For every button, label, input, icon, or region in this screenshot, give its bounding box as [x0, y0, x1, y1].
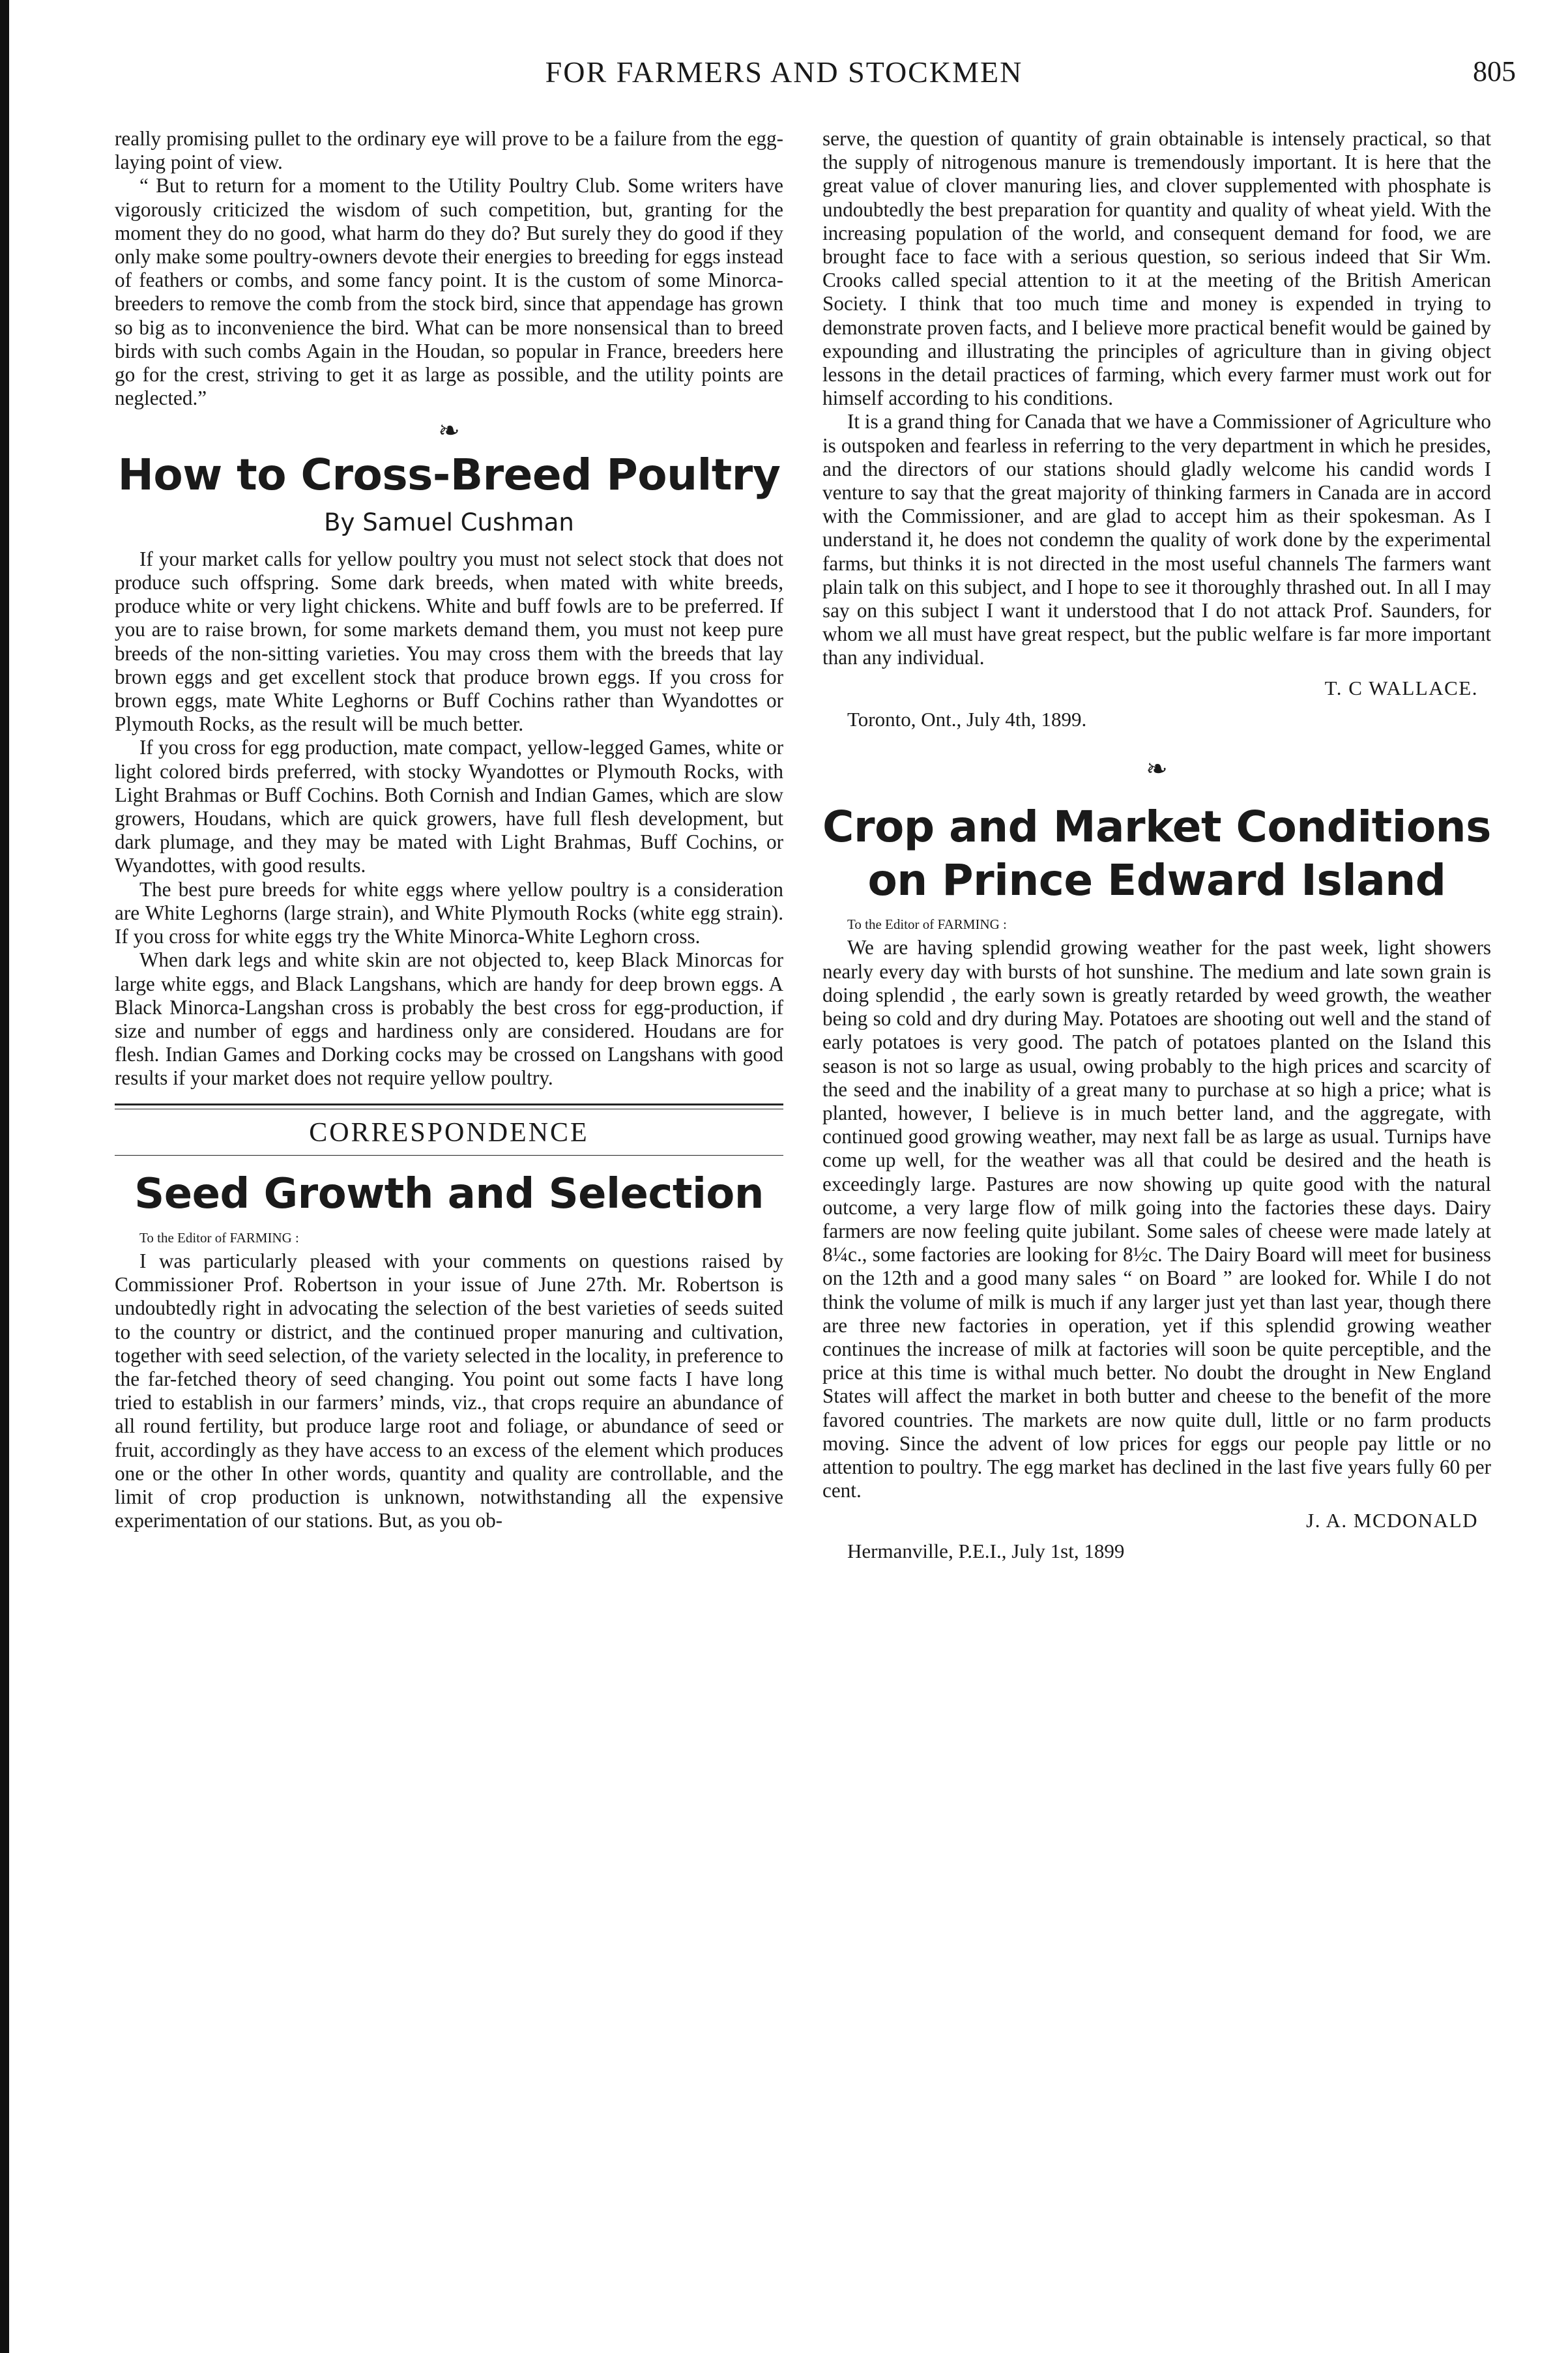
section-label: CORRESPONDENCE [309, 1117, 589, 1148]
continued-paragraph: It is a grand thing for Canada that we have a Commissioner of Agriculture who is outspoken and fearless in referring to the very department in which he presides, and the directors of our stations should gladly welcome his candid words I venture to say that the great majority of thinking farmers in Canada are in accord with the Commissioner, and are glad to accept him as their spokesman. As I understand it, he does not condemn the quality of work done by the experimental farms, but thinks it is not directed in the most useful channels The farmers want plain talk on this subject, and I hope to see it thoroughly thrashed out. In all I may say on this subject I want it understood that I do not attack Prof. Saunders, for whom we all must have great respect, but the public welfare is far more important than any individual. [822, 410, 1491, 669]
article-paragraph: If you cross for egg production, mate compact, yellow-legged Games, white or light colored birds preferred, with stocky Wyandottes or Plymouth Rocks, with Light Brahmas or Buff Cochins. Both Cornish and Indian Games, which are slow growers, Houdans, which are quick growers, have full flesh development, but dark plumage, and they may be mated with Light Brahmas, Buff Cochins, or Wyandottes, with good results. [115, 736, 783, 877]
intro-paragraph: “ But to return for a moment to the Utility Poultry Club. Some writers have vigorously criticized the wisdom of such competition, but, granting for the moment they do no good, what harm do they do? But surely they do good if they only make some poultry-owners devote their energies to breeding for eggs instead of feathers or combs, and some fancy point. It is the custom of some Minorca-breeders to remove the comb from the stock bird, since that appendage has grown so big as to inconvenience the bird. What can be more nonsensical than to breed birds with such combs Again in the Houdan, so popular in France, breeders here go for the crest, striving to get it as large as possible, and the utility points are neglected.” [115, 174, 783, 410]
article-paragraph: I was particularly pleased with your comments on questions raised by Commissioner Prof. Robertson in your issue of June 27th. Mr. Robertson is undoubtedly right in advocating the selection of the best varieties of seeds suited to the country or district, and the continued proper manuring and cultivation, together with seed selection, of the variety selected in the locality, in preference to the far-fetched theory of seed changing. You point out some facts I have long tried to establish in our farmers’ minds, viz., that crops require an abundance of all round fertility, but produce large root and foliage, or abundance of seed or fruit, accordingly as they have access to an excess of the element which produces one or the other In other words, quantity and quality are controllable, and the limit of crop production is unknown, notwithstanding all the expensive experimentation of our stations. But, as you ob- [115, 1249, 783, 1532]
article-title-cross-breed: How to Cross-Breed Poultry [117, 449, 781, 500]
signature: T. C WALLACE. [1324, 676, 1478, 699]
article-title-crop-market: Crop and Market Conditions on Prince Edward Island [822, 802, 1491, 906]
dateline: Hermanville, P.E.I., July 1st, 1899 [847, 1539, 1125, 1562]
section-underline [115, 1155, 783, 1156]
intro-paragraph: really promising pullet to the ordinary eye will prove to be a failure from the egg-laying point of view. [115, 127, 783, 174]
page-binding-edge [0, 0, 9, 2353]
article-paragraph: The best pure breeds for white eggs where yellow poultry is a consideration are White Leghorns (large strain), and White Plymouth Rocks (white egg strain). If you cross for white eggs try the White Minorca-White Leghorn cross. [115, 877, 783, 948]
section-divider [115, 1103, 783, 1109]
right-column [822, 127, 1491, 1563]
page-number: 805 [1473, 55, 1516, 87]
article-title-seed-growth: Seed Growth and Selection [134, 1169, 764, 1218]
to-editor-line: To the Editor of FARMING : [139, 1229, 299, 1246]
article-paragraph: When dark legs and white skin are not objected to, keep Black Minorcas for large white eggs, and Black Langshans, which are handy for deep brown eggs. A Black Minorca-Langshan cross is probably the best cross for egg-production, if size and number of eggs and hardiness only are considered. Houdans are for flesh. Indian Games and Dorking cocks may be crossed on Langshans with good results if your market does not require yellow poultry. [115, 948, 783, 1090]
running-head: FOR FARMERS AND STOCKMEN [545, 55, 1023, 89]
article-paragraph: We are having splendid growing weather for the past week, light showers nearly every day with bursts of hot sunshine. The medium and late sown grain is doing splendid , the early sown is greatly retarded by weed growth, the weather being so cold and dry during May. Potatoes are shooting out well and the stand of early potatoes is very good. The patch of potatoes planted on the Island this season is not so large as usual, owing probably to the high prices and scarcity of the seed and the inability of a great many to purchase at so high a price; what is planted, however, I believe is in much better land, and the aggregate, with continued good growing weather, may next fall be as large as usual. Turnips have come up well, for the weather was all that could be desired and the heath is exceedingly large. Pastures are now showing up quite good with the natural outcome, a very large flow of milk going into the factories these days. Dairy farmers are now feeling quite jubilant. Some sales of cheese were made lately at 8¼c., some factories are looking for 8½c. The Dairy Board will meet for business on the 12th and a good many sales “ on Board ” are looked for. While I do not think the volume of milk is much if any larger just yet than last year, though there are three new factories in operation, yet if this splendid growing weather continues the increase of milk at factories will soon be quite perceptible, and the price at this time is withal much better. No doubt the drought in New England States will affect the market in both butter and cheese to the benefit of the more favored countries. The markets are now quite dull, little or no farm products moving. Since the advent of low prices for eggs our people pay little or no attention to poultry. The egg market has declined in the last five years fully 60 per cent. [822, 936, 1491, 1502]
to-editor-line: To the Editor of FARMING : [847, 916, 1007, 933]
signature: J. A. MCDONALD [1306, 1509, 1478, 1532]
left-column [115, 127, 783, 1532]
ornament-icon: ❧ [1146, 754, 1168, 784]
dateline: Toronto, Ont., July 4th, 1899. [847, 707, 1087, 731]
ornament-icon: ❧ [438, 416, 460, 446]
article-paragraph: If your market calls for yellow poultry you must not select stock that does not produce such offspring. Some dark breeds, when mated with white breeds, produce white or very light chickens. White and buff fowls are to be preferred. If you are to raise brown, for some markets demand them, you must not keep pure breeds of the non-sitting varieties. You may cross them with the breeds that lay brown eggs and get excellent stock that produce brown eggs. If you cross for brown eggs, mate White Leghorns or Buff Cochins rather than Wyandottes or Plymouth Rocks, as the result will be much better. [115, 547, 783, 736]
continued-paragraph: serve, the question of quantity of grain obtainable is intensely practical, so that the supply of nitrogenous manure is tremendously important. It is here that the great value of clover manuring lies, and clover supplemented with phosphate is undoubtedly the best preparation for quantity and quality of wheat yield. With the increasing population of the world, and consequent demand for food, we are brought face to face with a serious question, so serious indeed that Sir Wm. Crooks called special attention to it at the meeting of the British American Society. I think that too much time and money is expended in trying to demonstrate proven facts, and I believe more practical benefit would be gained by expounding and illustrating the principles of agriculture than in giving object lessons in the detail practices of farming, which every farmer must work out for himself according to his conditions. [822, 127, 1491, 410]
byline: By Samuel Cushman [324, 508, 574, 536]
